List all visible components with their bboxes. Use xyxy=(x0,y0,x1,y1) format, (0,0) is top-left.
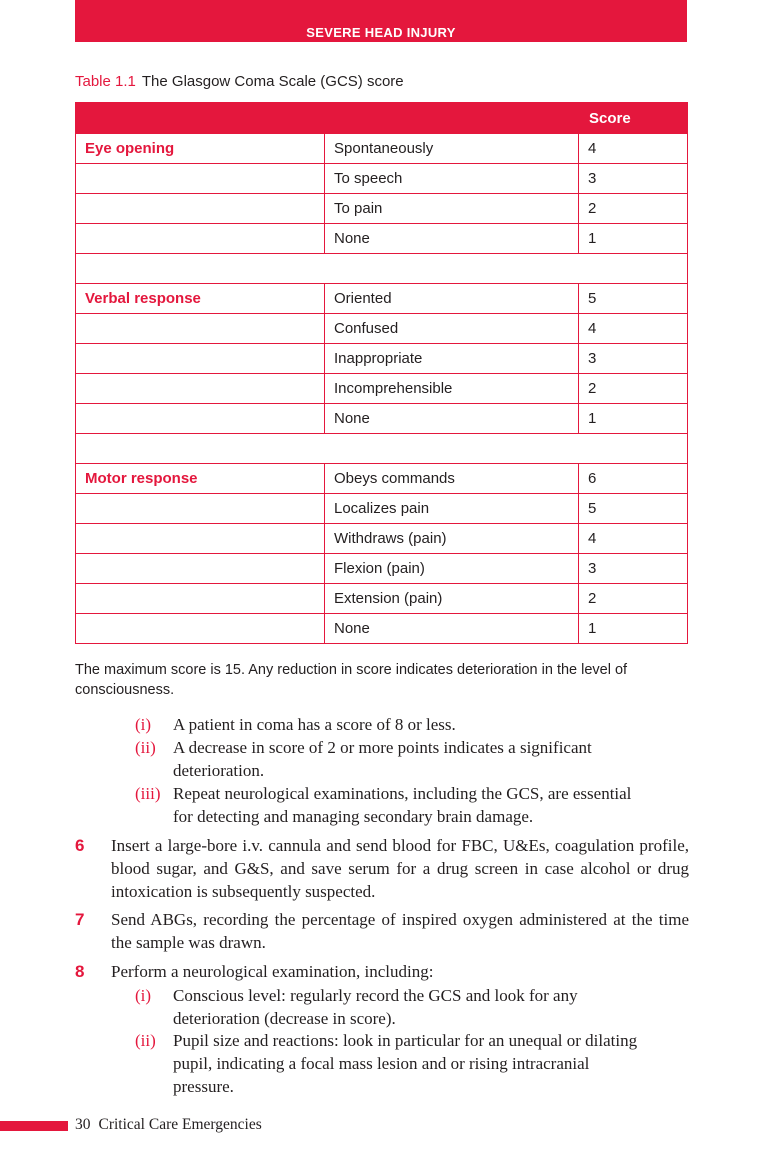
score-cell: 2 xyxy=(579,584,688,614)
numbered-item xyxy=(75,834,689,903)
category-cell: Motor response xyxy=(76,464,325,494)
footer-bar xyxy=(0,1121,68,1131)
response-cell: None xyxy=(325,614,579,644)
list-text: Pupil size and reactions: look in particular for an unequal or dilating pupil, indicating a focal mass lesion and or rising intracranial pressure. xyxy=(173,1031,638,1096)
header-cell-empty xyxy=(76,103,325,134)
table-row xyxy=(76,584,688,614)
response-cell: Flexion (pain) xyxy=(325,554,579,584)
table-row xyxy=(76,614,688,644)
response-cell: Incomprehensible xyxy=(325,374,579,404)
score-cell: 3 xyxy=(579,164,688,194)
header-cell-empty xyxy=(325,103,579,134)
item-number: 6 xyxy=(75,836,85,855)
list-marker: (i) xyxy=(135,715,152,734)
list-marker: (i) xyxy=(135,986,152,1005)
category-cell xyxy=(76,404,325,434)
response-cell: Confused xyxy=(325,314,579,344)
numbered-item xyxy=(75,908,689,954)
score-cell: 4 xyxy=(579,314,688,344)
table-row xyxy=(76,314,688,344)
category-cell xyxy=(76,164,325,194)
score-cell: 4 xyxy=(579,134,688,164)
score-cell: 5 xyxy=(579,494,688,524)
table-row xyxy=(76,374,688,404)
response-cell: Withdraws (pain) xyxy=(325,524,579,554)
table-row xyxy=(76,194,688,224)
category-cell xyxy=(76,374,325,404)
category-cell xyxy=(76,194,325,224)
score-cell: 1 xyxy=(579,224,688,254)
book-title: Critical Care Emergencies xyxy=(98,1116,262,1133)
spacer-row xyxy=(76,254,688,284)
response-cell: Oriented xyxy=(325,284,579,314)
response-cell: None xyxy=(325,224,579,254)
gcs-table xyxy=(75,102,688,644)
item-number: 8 xyxy=(75,962,85,981)
table-number: Table 1.1 xyxy=(75,73,136,90)
response-cell: Inappropriate xyxy=(325,344,579,374)
score-cell: 6 xyxy=(579,464,688,494)
response-cell: Obeys commands xyxy=(325,464,579,494)
table-title: The Glasgow Coma Scale (GCS) score xyxy=(141,73,404,90)
list-item xyxy=(135,782,650,828)
table-row xyxy=(76,464,688,494)
running-header: SEVERE HEAD INJURY xyxy=(306,25,456,40)
table-row xyxy=(76,164,688,194)
list-item xyxy=(135,984,650,1030)
list-item xyxy=(135,1029,650,1098)
item-text: Perform a neurological examination, including: xyxy=(111,962,434,981)
response-cell: To speech xyxy=(325,164,579,194)
table-row xyxy=(76,554,688,584)
spacer-cell xyxy=(76,254,688,284)
table-caption xyxy=(75,73,404,90)
response-cell: None xyxy=(325,404,579,434)
category-cell xyxy=(76,314,325,344)
item-text: Insert a large-bore i.v. cannula and send blood for FBC, U&Es, coagulation profile, blood sugar, and G&S, and save serum for a drug screen in case alcohol or drug intoxication is subsequently suspected. xyxy=(111,836,689,901)
table-row xyxy=(76,224,688,254)
category-cell xyxy=(76,344,325,374)
spacer-cell xyxy=(76,434,688,464)
score-cell: 2 xyxy=(579,194,688,224)
list-marker: (ii) xyxy=(135,738,156,757)
list-text: A patient in coma has a score of 8 or less. xyxy=(173,715,456,734)
spacer-row xyxy=(76,434,688,464)
table-row xyxy=(76,404,688,434)
score-cell: 3 xyxy=(579,344,688,374)
table-note: The maximum score is 15. Any reduction in score indicates deterioration in the level of consciousness. xyxy=(75,662,628,698)
page-footer xyxy=(75,1116,262,1134)
score-cell: 4 xyxy=(579,524,688,554)
table-row xyxy=(76,344,688,374)
category-cell xyxy=(76,614,325,644)
category-cell xyxy=(76,494,325,524)
score-cell: 1 xyxy=(579,404,688,434)
table-row xyxy=(76,494,688,524)
list-marker: (ii) xyxy=(135,1031,156,1050)
score-cell: 1 xyxy=(579,614,688,644)
score-cell: 5 xyxy=(579,284,688,314)
list-item xyxy=(135,736,650,782)
category-cell xyxy=(76,584,325,614)
score-header: Score xyxy=(579,103,688,134)
category-cell: Verbal response xyxy=(76,284,325,314)
category-cell: Eye opening xyxy=(76,134,325,164)
list-text: A decrease in score of 2 or more points indicates a significant deterioration. xyxy=(173,738,592,780)
response-cell: Extension (pain) xyxy=(325,584,579,614)
category-cell xyxy=(76,524,325,554)
numbered-item xyxy=(75,960,689,983)
table-header-row xyxy=(76,103,688,134)
response-cell: Spontaneously xyxy=(325,134,579,164)
header-bar xyxy=(75,0,687,42)
category-cell xyxy=(76,224,325,254)
list-text: Conscious level: regularly record the GCS and look for any deterioration (decrease in score). xyxy=(173,986,578,1028)
list-marker: (iii) xyxy=(135,784,161,803)
table-row xyxy=(76,524,688,554)
list-item xyxy=(135,713,650,736)
category-cell xyxy=(76,554,325,584)
score-cell: 3 xyxy=(579,554,688,584)
page-number: 30 xyxy=(75,1116,91,1133)
item-number: 7 xyxy=(75,910,85,929)
table-row xyxy=(76,134,688,164)
response-cell: Localizes pain xyxy=(325,494,579,524)
response-cell: To pain xyxy=(325,194,579,224)
item-text: Send ABGs, recording the percentage of inspired oxygen administered at the time the sample was drawn. xyxy=(111,910,689,952)
list-text: Repeat neurological examinations, including the GCS, are essential for detecting and managing secondary brain damage. xyxy=(173,784,632,826)
score-cell: 2 xyxy=(579,374,688,404)
table-row xyxy=(76,284,688,314)
